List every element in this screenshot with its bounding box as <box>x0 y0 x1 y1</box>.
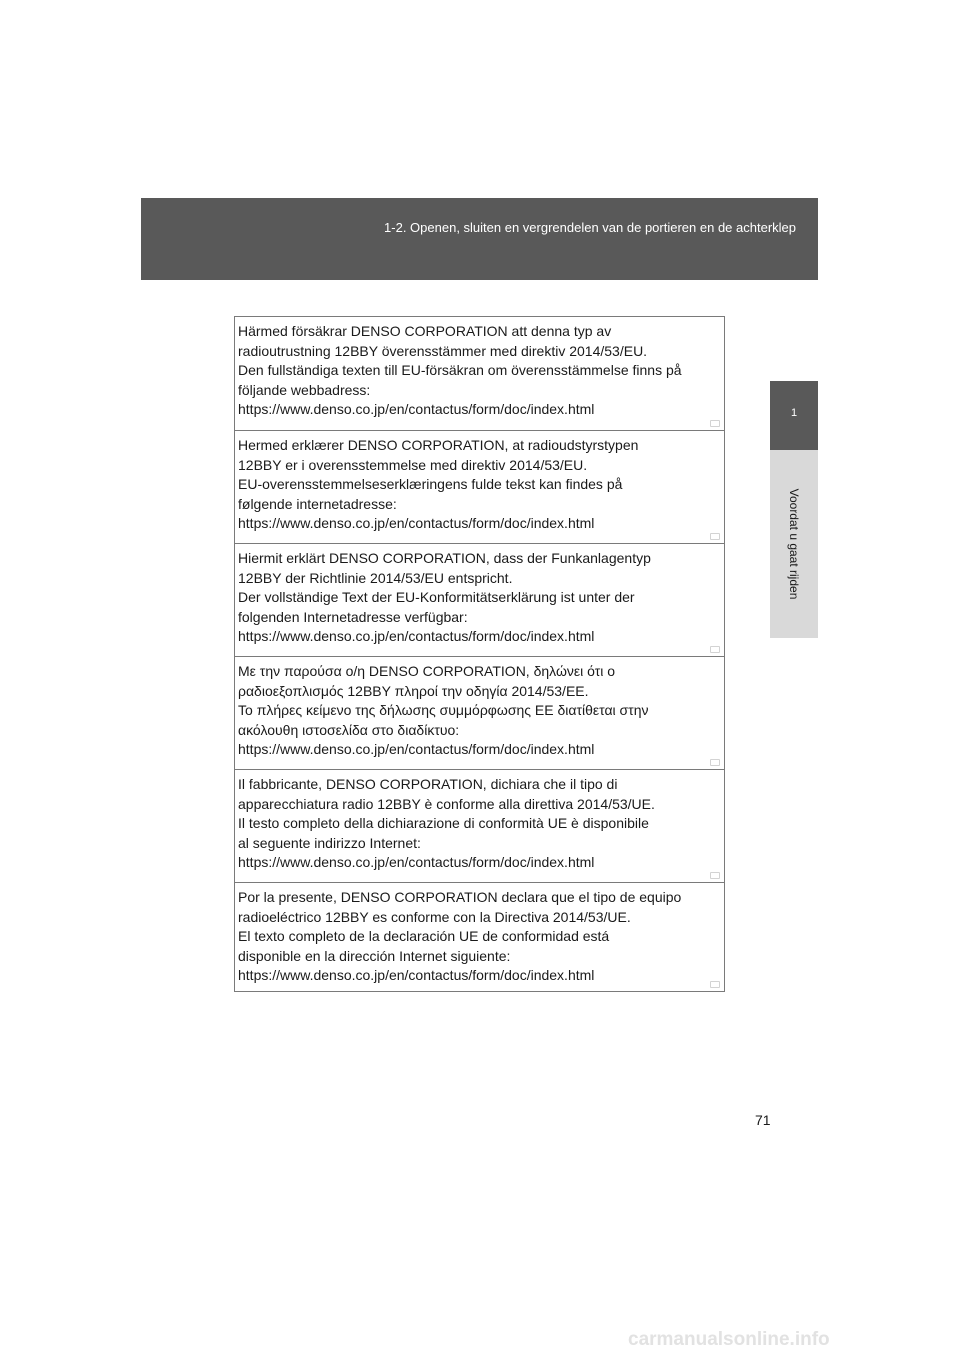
corner-mark-icon <box>710 420 720 427</box>
declaration-swedish <box>235 317 724 430</box>
declaration-line: Το πλήρες κείμενο της δήλωσης συμμόρφωσης ΕΕ διατίθεται στην <box>238 702 649 719</box>
declaration-url: https://www.denso.co.jp/en/contactus/form/doc/index.html <box>238 741 595 758</box>
page-number: 71 <box>755 1112 771 1128</box>
declaration-line: Härmed försäkrar DENSO CORPORATION att denna typ av <box>238 323 612 339</box>
declaration-line: radioeléctrico 12BBY es conforme con la Directiva 2014/53/UE. <box>238 908 631 925</box>
declaration-german <box>235 543 724 656</box>
section-header <box>141 198 818 280</box>
declaration-line: Με την παρούσα ο/η DENSO CORPORATION, δηλώνει ότι ο <box>238 663 616 679</box>
declaration-url: https://www.denso.co.jp/en/contactus/form/doc/index.html <box>238 967 595 984</box>
corner-mark-icon <box>710 981 720 988</box>
chapter-number: 1 <box>790 407 798 419</box>
corner-mark-icon <box>710 872 720 879</box>
declaration-line: al seguente indirizzo Internet: <box>238 834 421 851</box>
watermark: carmanualsonline.info <box>628 1329 830 1350</box>
declaration-line: Il fabbricante, DENSO CORPORATION, dichiara che il tipo di <box>238 776 618 792</box>
chapter-label: Voordat u gaat rijden <box>787 488 801 600</box>
declaration-line: Hiermit erklärt DENSO CORPORATION, dass der Funkanlagentyp <box>238 550 651 566</box>
declaration-line: ραδιοεξοπλισμός 12BBY πληροί την οδηγία 2014/53/ΕΕ. <box>238 682 589 699</box>
corner-mark-icon <box>710 759 720 766</box>
chapter-tab <box>770 381 818 450</box>
declaration-danish <box>235 430 724 543</box>
chapter-label-tab <box>770 450 818 638</box>
declarations-box <box>234 316 725 992</box>
declaration-greek <box>235 656 724 769</box>
declaration-line: apparecchiatura radio 12BBY è conforme alla direttiva 2014/53/UE. <box>238 795 655 812</box>
declaration-line: Por la presente, DENSO CORPORATION declara que el tipo de equipo <box>238 889 682 905</box>
declaration-url: https://www.denso.co.jp/en/contactus/form/doc/index.html <box>238 401 595 418</box>
declaration-line: følgende internetadresse: <box>238 495 397 512</box>
declaration-line: 12BBY der Richtlinie 2014/53/EU entspricht. <box>238 569 513 586</box>
declaration-line: Il testo completo della dichiarazione di conformità UE è disponibile <box>238 815 649 832</box>
declaration-line: följande webbadress: <box>238 381 371 398</box>
declaration-line: EU-overensstemmelseserklæringens fulde tekst kan findes på <box>238 476 623 493</box>
declaration-line: Den fullständiga texten till EU-försäkran om överensstämmelse finns på <box>238 362 682 379</box>
declaration-italian <box>235 769 724 882</box>
declaration-line: folgenden Internetadresse verfügbar: <box>238 608 468 625</box>
declaration-url: https://www.denso.co.jp/en/contactus/form/doc/index.html <box>238 628 595 645</box>
section-title: 1-2. Openen, sluiten en vergrendelen van de portieren en de achterklep <box>384 220 796 235</box>
declaration-url: https://www.denso.co.jp/en/contactus/form/doc/index.html <box>238 515 595 532</box>
declaration-line: ακόλουθη ιστοσελίδα στο διαδίκτυο: <box>238 721 460 738</box>
declaration-url: https://www.denso.co.jp/en/contactus/form/doc/index.html <box>238 854 595 871</box>
declaration-line: Hermed erklærer DENSO CORPORATION, at radioudstyrstypen <box>238 437 639 453</box>
declaration-line: Der vollständige Text der EU-Konformitätserklärung ist unter der <box>238 589 635 606</box>
corner-mark-icon <box>710 533 720 540</box>
declaration-line: 12BBY er i overensstemmelse med direktiv 2014/53/EU. <box>238 456 588 473</box>
declaration-line: radioutrustning 12BBY överensstämmer med direktiv 2014/53/EU. <box>238 342 648 359</box>
declaration-spanish <box>235 882 724 991</box>
declaration-line: disponible en la dirección Internet siguiente: <box>238 947 511 964</box>
declaration-line: El texto completo de la declaración UE de conformidad está <box>238 928 610 945</box>
corner-mark-icon <box>710 646 720 653</box>
